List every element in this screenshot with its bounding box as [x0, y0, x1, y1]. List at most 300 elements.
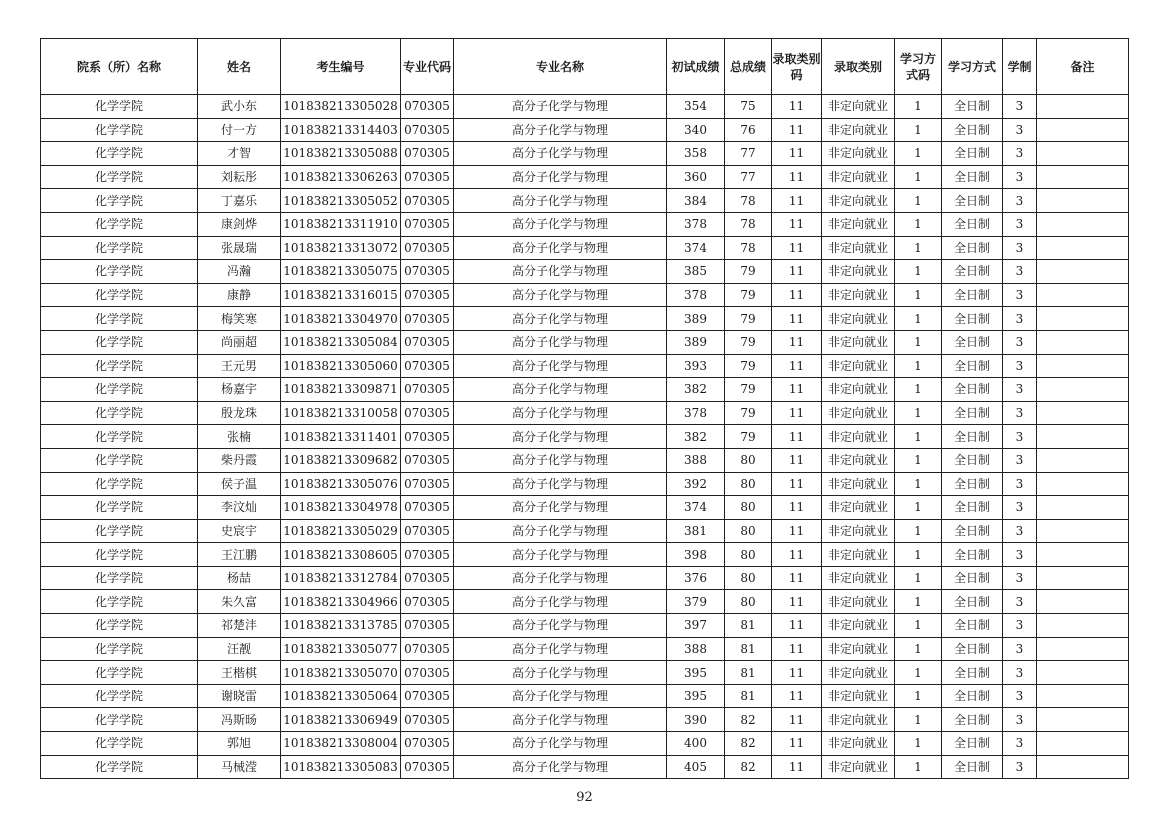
- cell-major-code: 070305: [401, 236, 454, 260]
- cell-years: 3: [1003, 661, 1037, 685]
- cell-dept: 化学学院: [41, 212, 198, 236]
- cell-adm-type: 非定向就业: [822, 354, 895, 378]
- cell-prelim: 388: [667, 448, 725, 472]
- cell-total: 77: [725, 165, 772, 189]
- cell-study-mode: 全日制: [942, 614, 1003, 638]
- cell-study-code: 1: [895, 189, 942, 213]
- cell-major-name: 高分子化学与物理: [454, 189, 667, 213]
- cell-major-code: 070305: [401, 142, 454, 166]
- cell-study-code: 1: [895, 543, 942, 567]
- cell-remark: [1037, 401, 1129, 425]
- cell-dept: 化学学院: [41, 142, 198, 166]
- cell-exam-no: 101838213305084: [281, 330, 401, 354]
- cell-total: 78: [725, 236, 772, 260]
- cell-adm-type-code: 11: [772, 425, 822, 449]
- cell-study-mode: 全日制: [942, 425, 1003, 449]
- cell-prelim: 382: [667, 425, 725, 449]
- cell-adm-type-code: 11: [772, 661, 822, 685]
- cell-years: 3: [1003, 590, 1037, 614]
- cell-dept: 化学学院: [41, 189, 198, 213]
- cell-total: 79: [725, 283, 772, 307]
- cell-years: 3: [1003, 614, 1037, 638]
- table-header: [41, 39, 1129, 95]
- cell-exam-no: 101838213311401: [281, 425, 401, 449]
- cell-study-code: 1: [895, 566, 942, 590]
- cell-study-mode: 全日制: [942, 637, 1003, 661]
- cell-major-name: 高分子化学与物理: [454, 661, 667, 685]
- col-header-total: 总成绩: [725, 39, 772, 95]
- cell-years: 3: [1003, 708, 1037, 732]
- cell-name: 史宸宇: [198, 519, 281, 543]
- cell-major-code: 070305: [401, 708, 454, 732]
- cell-exam-no: 101838213305088: [281, 142, 401, 166]
- cell-major-name: 高分子化学与物理: [454, 401, 667, 425]
- cell-adm-type-code: 11: [772, 401, 822, 425]
- cell-adm-type: 非定向就业: [822, 378, 895, 402]
- cell-major-name: 高分子化学与物理: [454, 425, 667, 449]
- cell-major-name: 高分子化学与物理: [454, 448, 667, 472]
- cell-years: 3: [1003, 637, 1037, 661]
- cell-exam-no: 101838213306263: [281, 165, 401, 189]
- cell-prelim: 354: [667, 95, 725, 119]
- cell-adm-type-code: 11: [772, 95, 822, 119]
- cell-study-code: 1: [895, 661, 942, 685]
- cell-remark: [1037, 330, 1129, 354]
- cell-dept: 化学学院: [41, 566, 198, 590]
- table-row: [41, 614, 1129, 638]
- cell-prelim: 405: [667, 755, 725, 779]
- cell-total: 81: [725, 637, 772, 661]
- cell-study-mode: 全日制: [942, 566, 1003, 590]
- cell-study-code: 1: [895, 307, 942, 331]
- cell-dept: 化学学院: [41, 519, 198, 543]
- cell-remark: [1037, 684, 1129, 708]
- cell-adm-type: 非定向就业: [822, 142, 895, 166]
- cell-prelim: 400: [667, 732, 725, 756]
- cell-major-code: 070305: [401, 614, 454, 638]
- cell-adm-type: 非定向就业: [822, 307, 895, 331]
- cell-remark: [1037, 354, 1129, 378]
- table-row: [41, 330, 1129, 354]
- col-header-remark: 备注: [1037, 39, 1129, 95]
- cell-remark: [1037, 496, 1129, 520]
- cell-major-name: 高分子化学与物理: [454, 118, 667, 142]
- cell-major-code: 070305: [401, 637, 454, 661]
- cell-adm-type: 非定向就业: [822, 566, 895, 590]
- cell-major-code: 070305: [401, 496, 454, 520]
- cell-remark: [1037, 519, 1129, 543]
- cell-study-mode: 全日制: [942, 708, 1003, 732]
- table-row: [41, 260, 1129, 284]
- cell-years: 3: [1003, 189, 1037, 213]
- cell-exam-no: 101838213305029: [281, 519, 401, 543]
- cell-total: 78: [725, 189, 772, 213]
- cell-name: 武小东: [198, 95, 281, 119]
- cell-major-code: 070305: [401, 755, 454, 779]
- cell-major-code: 070305: [401, 401, 454, 425]
- cell-adm-type: 非定向就业: [822, 448, 895, 472]
- cell-study-mode: 全日制: [942, 330, 1003, 354]
- col-header-adm-type: 录取类别: [822, 39, 895, 95]
- cell-prelim: 393: [667, 354, 725, 378]
- cell-exam-no: 101838213308605: [281, 543, 401, 567]
- cell-study-mode: 全日制: [942, 684, 1003, 708]
- cell-dept: 化学学院: [41, 732, 198, 756]
- cell-name: 付一方: [198, 118, 281, 142]
- cell-adm-type-code: 11: [772, 118, 822, 142]
- cell-adm-type-code: 11: [772, 142, 822, 166]
- cell-prelim: 398: [667, 543, 725, 567]
- cell-prelim: 395: [667, 684, 725, 708]
- cell-name: 丁嘉乐: [198, 189, 281, 213]
- table-row: [41, 212, 1129, 236]
- cell-adm-type: 非定向就业: [822, 590, 895, 614]
- cell-major-name: 高分子化学与物理: [454, 378, 667, 402]
- cell-remark: [1037, 189, 1129, 213]
- cell-remark: [1037, 378, 1129, 402]
- cell-major-name: 高分子化学与物理: [454, 684, 667, 708]
- cell-total: 82: [725, 732, 772, 756]
- cell-exam-no: 101838213308004: [281, 732, 401, 756]
- cell-years: 3: [1003, 519, 1037, 543]
- cell-name: 柴丹霞: [198, 448, 281, 472]
- cell-remark: [1037, 212, 1129, 236]
- cell-total: 80: [725, 543, 772, 567]
- cell-adm-type: 非定向就业: [822, 212, 895, 236]
- cell-study-mode: 全日制: [942, 189, 1003, 213]
- cell-major-name: 高分子化学与物理: [454, 543, 667, 567]
- cell-adm-type-code: 11: [772, 354, 822, 378]
- table-row: [41, 142, 1129, 166]
- table-row: [41, 566, 1129, 590]
- cell-study-code: 1: [895, 260, 942, 284]
- table-row: [41, 661, 1129, 685]
- cell-study-code: 1: [895, 401, 942, 425]
- cell-years: 3: [1003, 755, 1037, 779]
- cell-exam-no: 101838213313072: [281, 236, 401, 260]
- cell-total: 79: [725, 401, 772, 425]
- cell-adm-type: 非定向就业: [822, 236, 895, 260]
- cell-name: 殷龙珠: [198, 401, 281, 425]
- cell-study-code: 1: [895, 472, 942, 496]
- cell-study-mode: 全日制: [942, 212, 1003, 236]
- cell-prelim: 378: [667, 212, 725, 236]
- cell-adm-type: 非定向就业: [822, 637, 895, 661]
- cell-exam-no: 101838213305076: [281, 472, 401, 496]
- cell-dept: 化学学院: [41, 378, 198, 402]
- cell-study-code: 1: [895, 118, 942, 142]
- cell-dept: 化学学院: [41, 755, 198, 779]
- cell-remark: [1037, 307, 1129, 331]
- cell-total: 80: [725, 472, 772, 496]
- cell-adm-type: 非定向就业: [822, 283, 895, 307]
- cell-major-name: 高分子化学与物理: [454, 708, 667, 732]
- cell-total: 82: [725, 755, 772, 779]
- cell-major-name: 高分子化学与物理: [454, 142, 667, 166]
- cell-study-mode: 全日制: [942, 118, 1003, 142]
- cell-adm-type: 非定向就业: [822, 401, 895, 425]
- cell-study-code: 1: [895, 496, 942, 520]
- cell-major-code: 070305: [401, 189, 454, 213]
- cell-adm-type-code: 11: [772, 189, 822, 213]
- cell-name: 祁楚沣: [198, 614, 281, 638]
- cell-adm-type: 非定向就业: [822, 118, 895, 142]
- cell-dept: 化学学院: [41, 684, 198, 708]
- cell-study-mode: 全日制: [942, 590, 1003, 614]
- col-header-study-code: 学习方式码: [895, 39, 942, 95]
- cell-adm-type: 非定向就业: [822, 496, 895, 520]
- admission-table: [40, 38, 1129, 779]
- cell-exam-no: 101838213305075: [281, 260, 401, 284]
- table-row: [41, 496, 1129, 520]
- cell-adm-type-code: 11: [772, 496, 822, 520]
- cell-remark: [1037, 142, 1129, 166]
- cell-major-code: 070305: [401, 354, 454, 378]
- cell-name: 张楠: [198, 425, 281, 449]
- cell-dept: 化学学院: [41, 448, 198, 472]
- cell-total: 79: [725, 354, 772, 378]
- cell-exam-no: 101838213306949: [281, 708, 401, 732]
- cell-major-code: 070305: [401, 448, 454, 472]
- cell-adm-type-code: 11: [772, 637, 822, 661]
- cell-adm-type-code: 11: [772, 165, 822, 189]
- cell-major-code: 070305: [401, 732, 454, 756]
- cell-major-code: 070305: [401, 95, 454, 119]
- cell-name: 王江鹏: [198, 543, 281, 567]
- cell-major-name: 高分子化学与物理: [454, 260, 667, 284]
- cell-dept: 化学学院: [41, 354, 198, 378]
- cell-total: 80: [725, 448, 772, 472]
- cell-exam-no: 101838213316015: [281, 283, 401, 307]
- cell-exam-no: 101838213311910: [281, 212, 401, 236]
- cell-study-code: 1: [895, 755, 942, 779]
- table-row: [41, 189, 1129, 213]
- cell-dept: 化学学院: [41, 283, 198, 307]
- cell-major-name: 高分子化学与物理: [454, 472, 667, 496]
- cell-major-code: 070305: [401, 519, 454, 543]
- cell-exam-no: 101838213304978: [281, 496, 401, 520]
- cell-prelim: 385: [667, 260, 725, 284]
- col-header-adm-type-code: 录取类别码: [772, 39, 822, 95]
- cell-study-mode: 全日制: [942, 496, 1003, 520]
- cell-name: 才智: [198, 142, 281, 166]
- cell-exam-no: 101838213305083: [281, 755, 401, 779]
- cell-major-name: 高分子化学与物理: [454, 614, 667, 638]
- cell-major-name: 高分子化学与物理: [454, 95, 667, 119]
- cell-prelim: 379: [667, 590, 725, 614]
- cell-name: 杨嘉宇: [198, 378, 281, 402]
- cell-dept: 化学学院: [41, 543, 198, 567]
- cell-study-mode: 全日制: [942, 236, 1003, 260]
- header-row: [41, 39, 1129, 95]
- cell-adm-type-code: 11: [772, 519, 822, 543]
- cell-study-mode: 全日制: [942, 283, 1003, 307]
- cell-dept: 化学学院: [41, 260, 198, 284]
- table-row: [41, 708, 1129, 732]
- cell-total: 79: [725, 425, 772, 449]
- col-header-major-name: 专业名称: [454, 39, 667, 95]
- cell-adm-type: 非定向就业: [822, 165, 895, 189]
- cell-years: 3: [1003, 448, 1037, 472]
- cell-remark: [1037, 755, 1129, 779]
- table-row: [41, 519, 1129, 543]
- cell-major-code: 070305: [401, 165, 454, 189]
- cell-name: 王楷棋: [198, 661, 281, 685]
- cell-dept: 化学学院: [41, 614, 198, 638]
- cell-years: 3: [1003, 212, 1037, 236]
- cell-dept: 化学学院: [41, 661, 198, 685]
- cell-adm-type: 非定向就业: [822, 425, 895, 449]
- cell-remark: [1037, 425, 1129, 449]
- cell-prelim: 378: [667, 401, 725, 425]
- cell-remark: [1037, 448, 1129, 472]
- cell-major-name: 高分子化学与物理: [454, 307, 667, 331]
- cell-years: 3: [1003, 142, 1037, 166]
- table-body: [41, 95, 1129, 779]
- cell-name: 冯瀚: [198, 260, 281, 284]
- cell-name: 梅笑寒: [198, 307, 281, 331]
- cell-study-mode: 全日制: [942, 354, 1003, 378]
- cell-adm-type-code: 11: [772, 755, 822, 779]
- col-header-years: 学制: [1003, 39, 1037, 95]
- cell-dept: 化学学院: [41, 236, 198, 260]
- table-row: [41, 401, 1129, 425]
- cell-total: 80: [725, 566, 772, 590]
- cell-major-name: 高分子化学与物理: [454, 165, 667, 189]
- cell-study-code: 1: [895, 637, 942, 661]
- cell-years: 3: [1003, 330, 1037, 354]
- cell-major-name: 高分子化学与物理: [454, 330, 667, 354]
- table-row: [41, 472, 1129, 496]
- cell-major-name: 高分子化学与物理: [454, 755, 667, 779]
- cell-total: 82: [725, 708, 772, 732]
- cell-remark: [1037, 661, 1129, 685]
- cell-prelim: 395: [667, 661, 725, 685]
- table-row: [41, 95, 1129, 119]
- cell-name: 侯子温: [198, 472, 281, 496]
- cell-dept: 化学学院: [41, 708, 198, 732]
- cell-study-code: 1: [895, 354, 942, 378]
- col-header-major-code: 专业代码: [401, 39, 454, 95]
- cell-major-name: 高分子化学与物理: [454, 590, 667, 614]
- cell-name: 杨喆: [198, 566, 281, 590]
- cell-exam-no: 101838213305070: [281, 661, 401, 685]
- cell-study-code: 1: [895, 425, 942, 449]
- cell-adm-type-code: 11: [772, 283, 822, 307]
- cell-exam-no: 101838213313785: [281, 614, 401, 638]
- cell-exam-no: 101838213304970: [281, 307, 401, 331]
- cell-years: 3: [1003, 118, 1037, 142]
- cell-major-code: 070305: [401, 260, 454, 284]
- cell-total: 79: [725, 307, 772, 331]
- cell-study-code: 1: [895, 378, 942, 402]
- cell-adm-type: 非定向就业: [822, 661, 895, 685]
- cell-total: 79: [725, 378, 772, 402]
- cell-exam-no: 101838213309871: [281, 378, 401, 402]
- cell-study-code: 1: [895, 708, 942, 732]
- col-header-prelim: 初试成绩: [667, 39, 725, 95]
- cell-study-mode: 全日制: [942, 755, 1003, 779]
- cell-major-code: 070305: [401, 212, 454, 236]
- cell-major-code: 070305: [401, 118, 454, 142]
- cell-study-mode: 全日制: [942, 472, 1003, 496]
- cell-adm-type: 非定向就业: [822, 732, 895, 756]
- cell-name: 马械滢: [198, 755, 281, 779]
- cell-adm-type-code: 11: [772, 566, 822, 590]
- col-header-dept: 院系（所）名称: [41, 39, 198, 95]
- cell-remark: [1037, 590, 1129, 614]
- cell-major-name: 高分子化学与物理: [454, 354, 667, 378]
- cell-dept: 化学学院: [41, 472, 198, 496]
- table-row: [41, 283, 1129, 307]
- cell-exam-no: 101838213305028: [281, 95, 401, 119]
- cell-study-code: 1: [895, 684, 942, 708]
- cell-prelim: 376: [667, 566, 725, 590]
- cell-adm-type-code: 11: [772, 378, 822, 402]
- cell-remark: [1037, 236, 1129, 260]
- cell-total: 80: [725, 519, 772, 543]
- cell-prelim: 384: [667, 189, 725, 213]
- page-number: 92: [576, 790, 593, 805]
- cell-major-name: 高分子化学与物理: [454, 283, 667, 307]
- cell-prelim: 388: [667, 637, 725, 661]
- cell-total: 81: [725, 661, 772, 685]
- cell-study-mode: 全日制: [942, 401, 1003, 425]
- cell-exam-no: 101838213309682: [281, 448, 401, 472]
- cell-adm-type: 非定向就业: [822, 684, 895, 708]
- cell-adm-type: 非定向就业: [822, 614, 895, 638]
- cell-study-code: 1: [895, 590, 942, 614]
- cell-remark: [1037, 566, 1129, 590]
- cell-years: 3: [1003, 378, 1037, 402]
- cell-adm-type-code: 11: [772, 684, 822, 708]
- cell-prelim: 374: [667, 236, 725, 260]
- cell-total: 77: [725, 142, 772, 166]
- cell-study-code: 1: [895, 614, 942, 638]
- cell-adm-type-code: 11: [772, 543, 822, 567]
- cell-major-code: 070305: [401, 684, 454, 708]
- cell-years: 3: [1003, 496, 1037, 520]
- cell-adm-type: 非定向就业: [822, 708, 895, 732]
- cell-study-code: 1: [895, 330, 942, 354]
- cell-study-code: 1: [895, 165, 942, 189]
- cell-dept: 化学学院: [41, 637, 198, 661]
- table-row: [41, 425, 1129, 449]
- cell-adm-type: 非定向就业: [822, 543, 895, 567]
- cell-prelim: 382: [667, 378, 725, 402]
- cell-years: 3: [1003, 354, 1037, 378]
- cell-dept: 化学学院: [41, 118, 198, 142]
- cell-major-code: 070305: [401, 330, 454, 354]
- cell-major-code: 070305: [401, 590, 454, 614]
- cell-major-name: 高分子化学与物理: [454, 732, 667, 756]
- cell-major-code: 070305: [401, 661, 454, 685]
- cell-remark: [1037, 283, 1129, 307]
- cell-dept: 化学学院: [41, 590, 198, 614]
- cell-dept: 化学学院: [41, 496, 198, 520]
- cell-prelim: 390: [667, 708, 725, 732]
- cell-adm-type-code: 11: [772, 708, 822, 732]
- cell-total: 79: [725, 260, 772, 284]
- table-row: [41, 684, 1129, 708]
- table-row: [41, 165, 1129, 189]
- cell-adm-type-code: 11: [772, 472, 822, 496]
- cell-dept: 化学学院: [41, 307, 198, 331]
- table-row: [41, 732, 1129, 756]
- cell-remark: [1037, 732, 1129, 756]
- cell-years: 3: [1003, 260, 1037, 284]
- cell-adm-type-code: 11: [772, 307, 822, 331]
